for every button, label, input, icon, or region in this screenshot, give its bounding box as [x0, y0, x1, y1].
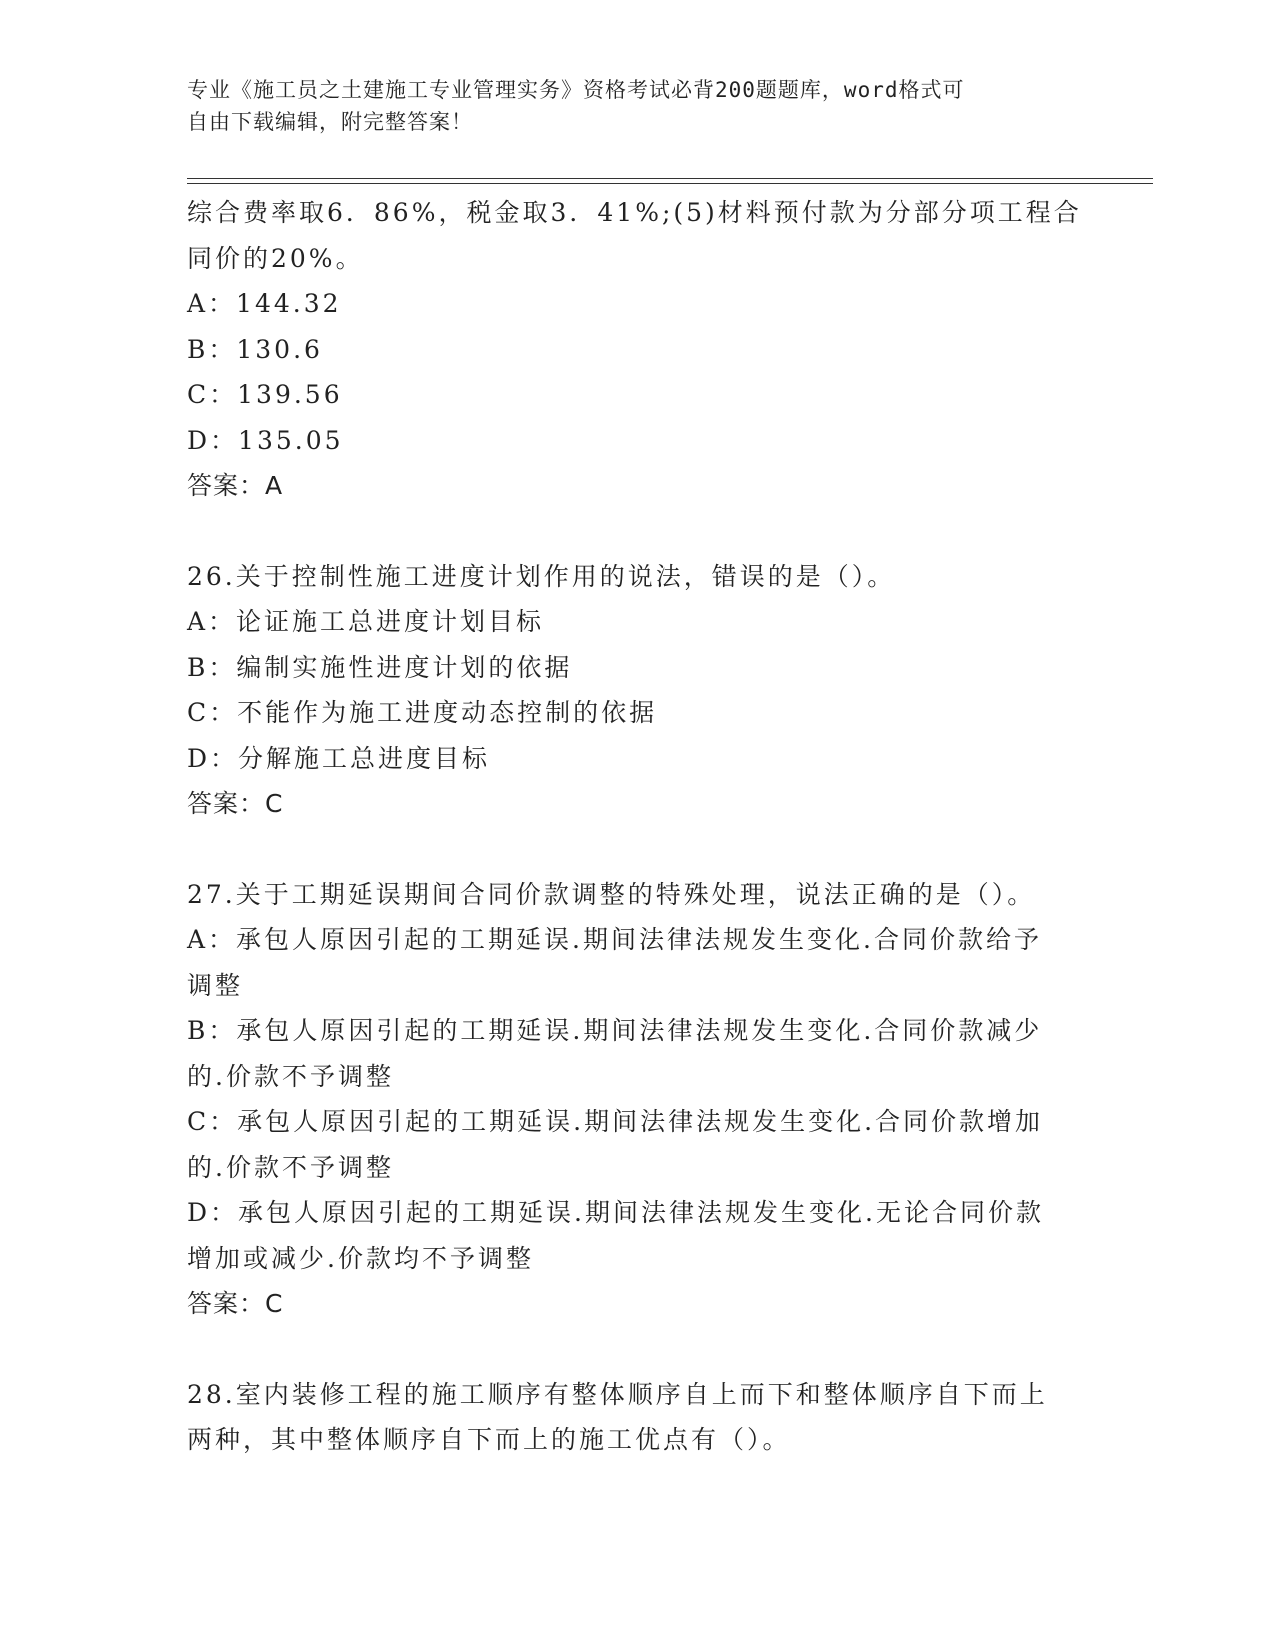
document-header: [187, 74, 1067, 138]
option-d-continued: 增加或减少.价款均不予调整: [187, 1243, 534, 1273]
option-c: C：139.56: [187, 380, 343, 409]
option-a: A：承包人原因引起的工期延误.期间法律法规发生变化.合同价款给予: [187, 925, 1042, 954]
option-a-continued: 调整: [187, 970, 244, 1000]
question-25: [187, 190, 1087, 509]
option-b: B：编制实施性进度计划的依据: [187, 652, 573, 682]
option-d: D：承包人原因引起的工期延误.期间法律法规发生变化.无论合同价款: [187, 1198, 1044, 1227]
answer: 答案：A: [187, 471, 284, 500]
option-a: A：144.32: [187, 289, 342, 318]
question-stem-line: 两种，其中整体顺序自下而上的施工优点有（）。: [187, 1425, 791, 1454]
question-28: [187, 1372, 1087, 1463]
option-b-continued: 的.价款不予调整: [187, 1061, 394, 1091]
option-d: D：135.05: [187, 425, 344, 455]
question-stem-line: 26.关于控制性施工进度计划作用的说法，错误的是（）。: [187, 561, 896, 591]
answer: 答案：C: [187, 789, 284, 818]
question-stem-line: 综合费率取6．86%，税金取3．41%;(5)材料预付款为分部分项工程合: [187, 198, 1082, 227]
option-a: A：论证施工总进度计划目标: [187, 607, 545, 636]
option-c: C：不能作为施工进度动态控制的依据: [187, 698, 658, 727]
header-title-line-1: 专业《施工员之土建施工专业管理实务》资格考试必背200题题库，word格式可: [187, 78, 965, 102]
header-title-line-2: 自由下载编辑，附完整答案！: [187, 110, 473, 134]
header-divider-bottom: [187, 183, 1153, 184]
option-c: C：承包人原因引起的工期延误.期间法律法规发生变化.合同价款增加: [187, 1107, 1044, 1136]
question-stem-line: 28.室内装修工程的施工顺序有整体顺序自上而下和整体顺序自下而上: [187, 1379, 1048, 1409]
option-b: B：130.6: [187, 334, 323, 364]
question-stem-line: 27.关于工期延误期间合同价款调整的特殊处理，说法正确的是（）。: [187, 879, 1036, 909]
spacer: [187, 1327, 1087, 1372]
question-27: [187, 872, 1087, 1327]
document-body: [187, 190, 1087, 1463]
question-26: [187, 554, 1087, 827]
option-c-continued: 的.价款不予调整: [187, 1152, 394, 1182]
answer: 答案：C: [187, 1289, 284, 1318]
spacer: [187, 827, 1087, 872]
header-divider-top: [187, 178, 1153, 179]
spacer: [187, 509, 1087, 554]
option-d: D：分解施工总进度目标: [187, 743, 491, 773]
option-b: B：承包人原因引起的工期延误.期间法律法规发生变化.合同价款减少: [187, 1016, 1043, 1045]
question-stem-line: 同价的20%。: [187, 243, 364, 273]
